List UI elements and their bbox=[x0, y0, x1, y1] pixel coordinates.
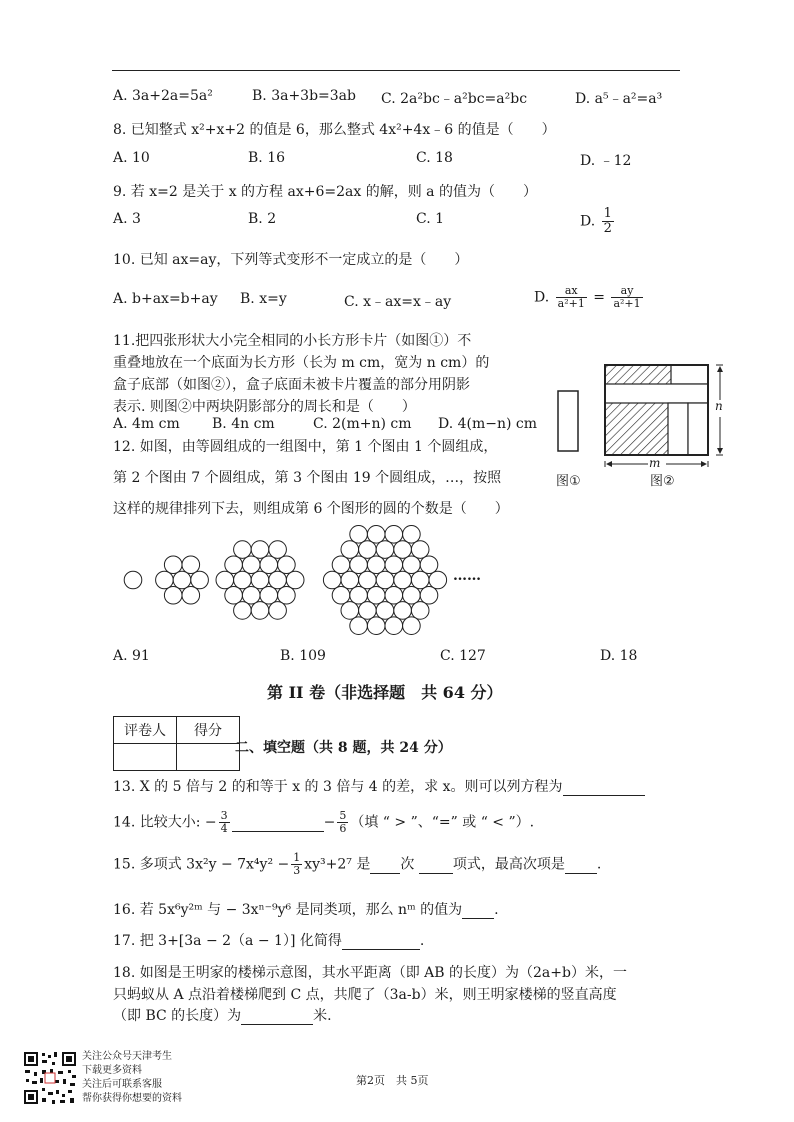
fraction-numerator: ax bbox=[564, 284, 578, 297]
score-label: 得分 bbox=[177, 717, 240, 744]
fraction-numerator: 5 bbox=[339, 809, 347, 822]
equals-sign: = bbox=[593, 289, 606, 306]
pattern-circle bbox=[359, 571, 377, 589]
q13-text: 13. X 的 5 倍与 2 的和等于 x 的 3 倍与 4 的差，求 x。则可以列方程为 bbox=[113, 779, 563, 795]
pattern-circle bbox=[376, 602, 394, 620]
fig2-shade-bottom bbox=[606, 403, 668, 454]
q9-option-d-fraction bbox=[602, 207, 614, 236]
q11-option-c: C. 2(m+n) cm bbox=[313, 416, 412, 432]
fig1-card bbox=[558, 391, 578, 451]
q10-stem: 10. 已知 ax=ay，下列等式变形不一定成立的是（ ） bbox=[113, 252, 469, 268]
q16-text: 16. 若 5x⁶y²ᵐ 与 − 3xⁿ⁻⁹y⁶ 是同类项，那么 nᵐ 的值为 bbox=[113, 902, 463, 918]
pattern-circle bbox=[367, 556, 385, 574]
pattern-circle bbox=[278, 586, 296, 604]
q14-fraction-1 bbox=[219, 810, 230, 835]
q8-option-c: C. 18 bbox=[416, 150, 453, 166]
pattern-circle bbox=[124, 571, 142, 589]
q11-option-d: D. 4(m−n) cm bbox=[438, 416, 538, 432]
pattern-circle bbox=[385, 586, 403, 604]
footer-line-1: 关注公众号天津考生 bbox=[82, 1051, 172, 1062]
q11-line-2: 重叠地放在一个底面为长方形（长为 m cm，宽为 n cm）的 bbox=[113, 355, 490, 371]
fraction-numerator: 3 bbox=[220, 809, 228, 822]
pattern-circle bbox=[394, 602, 412, 620]
q13 bbox=[113, 776, 645, 796]
score-cell[interactable] bbox=[177, 744, 240, 771]
pattern-circle bbox=[341, 602, 359, 620]
pattern-circle bbox=[191, 571, 209, 589]
q18-line-3-end: 米. bbox=[313, 1008, 332, 1024]
q16 bbox=[113, 899, 499, 919]
q18-answer-blank[interactable] bbox=[241, 1008, 313, 1025]
q15-blank-degree[interactable] bbox=[370, 857, 400, 874]
pattern-circle bbox=[156, 571, 174, 589]
q14-fraction-2 bbox=[337, 810, 348, 835]
q11-line-4: 表示. 则图②中两块阴影部分的周长和是（ ） bbox=[113, 399, 416, 415]
q15-end: . bbox=[596, 856, 602, 873]
grader-label: 评卷人 bbox=[114, 717, 177, 744]
q11-option-b: B. 4n cm bbox=[212, 416, 275, 432]
q17 bbox=[113, 930, 424, 950]
fig2-label: 图② bbox=[650, 474, 675, 489]
q12-option-d: D. 18 bbox=[600, 648, 638, 664]
pattern-circle bbox=[251, 571, 269, 589]
footer-promo bbox=[82, 1050, 182, 1106]
pattern-circle bbox=[216, 571, 234, 589]
pattern-circle bbox=[269, 602, 287, 620]
pattern-circle bbox=[394, 571, 412, 589]
q18-line-1: 18. 如图是王明家的楼梯示意图，其水平距离（即 AB 的长度）为（2a+b）米，一 bbox=[113, 965, 627, 981]
pattern-circle bbox=[403, 586, 421, 604]
q9-option-d-label: D. bbox=[580, 213, 596, 230]
pattern-circle bbox=[225, 586, 243, 604]
pattern-circle bbox=[403, 525, 421, 543]
q9-option-d bbox=[580, 207, 616, 236]
q9-option-c: C. 1 bbox=[416, 211, 445, 227]
pattern-circle bbox=[411, 571, 429, 589]
fraction-denominator: a²+1 bbox=[613, 297, 641, 310]
pattern-circle bbox=[182, 586, 200, 604]
pattern-circle bbox=[164, 556, 182, 574]
q9-stem: 9. 若 x=2 是关于 x 的方程 ax+6=2ax 的解，则 a 的值为（ ） bbox=[113, 184, 537, 200]
footer-line-2: 下载更多资料 bbox=[82, 1065, 142, 1076]
q16-answer-blank[interactable] bbox=[462, 902, 494, 919]
fig1-label: 图① bbox=[556, 474, 581, 489]
pattern-circle bbox=[350, 525, 368, 543]
q8-stem: 8. 已知整式 x²+x+2 的值是 6，那么整式 4x²+4x﹣6 的值是（ ） bbox=[113, 122, 556, 138]
pattern-circle bbox=[182, 556, 200, 574]
q13-answer-blank[interactable] bbox=[563, 779, 645, 796]
pattern-circle bbox=[341, 571, 359, 589]
pattern-circle bbox=[367, 617, 385, 635]
fig2-card-vertical-2 bbox=[688, 403, 708, 455]
q17-end: . bbox=[419, 933, 425, 949]
pattern-circle bbox=[332, 556, 350, 574]
q14-mid: − bbox=[323, 814, 336, 831]
top-rule bbox=[112, 70, 680, 71]
section-fill-blank-title: 二、填空题（共 8 题，共 24 分） bbox=[235, 740, 452, 756]
pattern-circle bbox=[350, 556, 368, 574]
q12-line-2: 第 2 个图由 7 个圆组成，第 3 个图由 19 个圆组成，…，按照 bbox=[113, 470, 502, 486]
q17-text: 17. 把 3+[3a − 2（a − 1）] 化简得 bbox=[113, 933, 342, 949]
pattern-circle bbox=[420, 586, 438, 604]
q12-option-b: B. 109 bbox=[280, 648, 326, 664]
fig2-card-vertical-1 bbox=[668, 403, 688, 455]
pattern-circle bbox=[234, 571, 252, 589]
q10-d-right-fraction bbox=[611, 285, 642, 310]
q15-blank-highest-term[interactable] bbox=[565, 857, 597, 874]
q15 bbox=[113, 852, 601, 877]
pattern-circle bbox=[403, 617, 421, 635]
fig2-card-horizontal bbox=[605, 384, 708, 403]
pattern-circle bbox=[234, 602, 252, 620]
qr-code-icon bbox=[22, 1050, 78, 1106]
pattern-circle bbox=[234, 541, 252, 559]
q12-option-a: A. 91 bbox=[113, 648, 150, 664]
grader-table bbox=[113, 716, 240, 771]
pattern-circle bbox=[260, 586, 278, 604]
q8-option-b: B. 16 bbox=[248, 150, 286, 166]
fraction-numerator: ay bbox=[620, 284, 634, 297]
pattern-circle bbox=[242, 556, 260, 574]
q14 bbox=[113, 810, 534, 835]
pattern-circle bbox=[278, 556, 296, 574]
pattern-circle bbox=[411, 602, 429, 620]
pattern-circle bbox=[173, 571, 191, 589]
q9-option-b: B. 2 bbox=[248, 211, 277, 227]
pattern-circle bbox=[359, 541, 377, 559]
pattern-circle bbox=[242, 586, 260, 604]
pattern-circle bbox=[367, 586, 385, 604]
fraction-numerator: 1 bbox=[603, 206, 612, 221]
q12-line-3: 这样的规律排列下去，则组成第 6 个图形的圆的个数是（ ） bbox=[113, 501, 509, 517]
q18-line-3 bbox=[113, 1005, 332, 1025]
footer-line-4: 帮你获得你想要的资料 bbox=[82, 1093, 182, 1104]
pattern-circle bbox=[376, 541, 394, 559]
pattern-circle bbox=[376, 571, 394, 589]
q14-prefix: 14. 比较大小: − bbox=[113, 814, 217, 831]
q18-line-3-text: （即 BC 的长度）为 bbox=[113, 1008, 242, 1024]
q15-prefix: 15. 多项式 3x²y − 7x⁴y² − bbox=[113, 856, 290, 873]
q14-suffix: （填 “ > ”、“=” 或 “ < ”）. bbox=[350, 814, 535, 831]
q15-mid: xy³+2⁷ 是 bbox=[304, 856, 371, 873]
pattern-circle bbox=[251, 541, 269, 559]
fig2-dim-m: m bbox=[649, 456, 661, 470]
q10-d-left-fraction bbox=[556, 285, 587, 310]
pattern-circle bbox=[367, 525, 385, 543]
q10-option-b: B. x=y bbox=[240, 291, 287, 307]
q10-option-a: A. b+ax=b+ay bbox=[113, 291, 218, 307]
fraction-denominator: 2 bbox=[603, 221, 612, 236]
pattern-circle bbox=[359, 602, 377, 620]
fraction-denominator: 3 bbox=[293, 864, 301, 877]
q17-answer-blank[interactable] bbox=[342, 933, 420, 950]
pattern-circle bbox=[164, 586, 182, 604]
q7-option-c: C. 2a²bc﹣a²bc=a²bc bbox=[381, 91, 528, 107]
q12-option-c: C. 127 bbox=[440, 648, 486, 664]
pattern-circle bbox=[350, 586, 368, 604]
pattern-circle bbox=[411, 541, 429, 559]
pattern-circle bbox=[394, 541, 412, 559]
q7-option-a: A. 3a+2a=5a² bbox=[113, 88, 213, 104]
q11-line-3: 盒子底部（如图②），盒子底面未被卡片覆盖的部分用阴影 bbox=[113, 377, 470, 393]
pattern-circle bbox=[260, 556, 278, 574]
q15-fraction bbox=[291, 852, 302, 877]
fig2-shade-top bbox=[605, 365, 671, 384]
pattern-circle bbox=[286, 571, 304, 589]
pattern-circle bbox=[385, 525, 403, 543]
fraction-denominator: 4 bbox=[220, 822, 228, 835]
pattern-circle bbox=[385, 617, 403, 635]
q15-blank-terms[interactable] bbox=[419, 857, 453, 874]
q12-line-1: 12. 如图，由等圆组成的一组图中，第 1 个图由 1 个圆组成， bbox=[113, 439, 498, 455]
q12-ellipsis: …… bbox=[453, 568, 481, 584]
q8-option-a: A. 10 bbox=[113, 150, 150, 166]
pattern-circle bbox=[403, 556, 421, 574]
pattern-circle bbox=[269, 571, 287, 589]
part2-title: 第 II 卷（非选择题 共 64 分） bbox=[267, 683, 503, 702]
q8-option-d: D. ﹣12 bbox=[580, 153, 632, 169]
pattern-circle bbox=[429, 571, 447, 589]
pattern-circle bbox=[225, 556, 243, 574]
fig2-dim-n: n bbox=[715, 399, 723, 413]
q15-xiang: 项式，最高次项是 bbox=[452, 856, 565, 873]
fraction-denominator: a²+1 bbox=[557, 297, 585, 310]
page-number: 第2页 共 5页 bbox=[356, 1074, 429, 1087]
fraction-numerator: 1 bbox=[293, 851, 301, 864]
pattern-circle bbox=[269, 541, 287, 559]
pattern-circle bbox=[350, 617, 368, 635]
pattern-circle bbox=[332, 586, 350, 604]
q10-option-c: C. x﹣ax=x﹣ay bbox=[344, 294, 452, 310]
pattern-circle bbox=[341, 541, 359, 559]
pattern-circle bbox=[251, 602, 269, 620]
grader-cell[interactable] bbox=[114, 744, 177, 771]
q9-option-a: A. 3 bbox=[113, 211, 141, 227]
q12-circle-figures bbox=[110, 520, 450, 645]
q10-option-d-label: D. bbox=[534, 289, 550, 306]
q7-option-b: B. 3a+3b=3ab bbox=[252, 88, 356, 104]
q15-ci: 次 bbox=[400, 856, 415, 873]
pattern-circle bbox=[385, 556, 403, 574]
footer-line-3: 关注后可联系客服 bbox=[82, 1079, 162, 1090]
pattern-circle bbox=[420, 556, 438, 574]
q18-line-2: 只蚂蚁从 A 点沿着楼梯爬到 C 点，共爬了（3a-b）米，则王明家楼梯的竖直高度 bbox=[113, 987, 617, 1003]
q16-end: . bbox=[494, 902, 499, 918]
q14-answer-blank[interactable] bbox=[232, 815, 324, 832]
fraction-denominator: 6 bbox=[339, 822, 347, 835]
q10-option-d bbox=[534, 285, 645, 310]
fig2-card-top-right bbox=[671, 365, 708, 384]
q7-option-d: D. a⁵﹣a²=a³ bbox=[575, 91, 663, 107]
q11-line-1: 11.把四张形状大小完全相同的小长方形卡片（如图①）不 bbox=[113, 333, 472, 349]
pattern-circle bbox=[323, 571, 341, 589]
q11-option-a: A. 4m cm bbox=[113, 416, 180, 432]
